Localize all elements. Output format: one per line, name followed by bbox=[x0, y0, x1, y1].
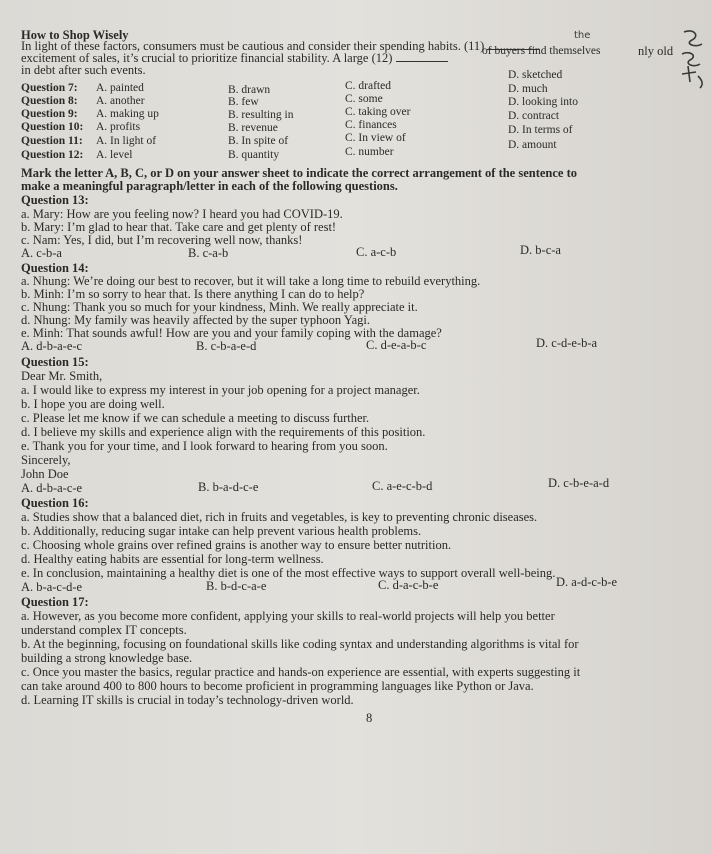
question-7-option-b[interactable]: B. drawn bbox=[228, 84, 271, 96]
question-16-line-b: b. Additionally, reducing sugar intake can help prevent various health problems. bbox=[21, 524, 422, 538]
question-11-option-d[interactable]: D. In terms of bbox=[508, 124, 573, 136]
question-15-line-b: b. I hope you are doing well. bbox=[21, 397, 165, 411]
passage-line-1-end: the bbox=[574, 30, 591, 41]
question-16-line-d: d. Healthy eating habits are essential for long-term wellness. bbox=[21, 552, 324, 566]
question-14-line-e: e. Minh: That sounds awful! How are you and your family coping with the damage? bbox=[21, 326, 442, 340]
question-14-option-d[interactable]: D. c-d-e-b-a bbox=[536, 336, 598, 350]
question-10-label: Question 10: bbox=[21, 121, 84, 133]
question-16-option-b[interactable]: B. b-d-c-a-e bbox=[206, 579, 267, 593]
question-10-option-d[interactable]: D. contract bbox=[508, 110, 560, 122]
question-14-line-a: a. Nhung: We’re doing our best to recover, but it will take a long time to rebuild everything. bbox=[21, 274, 481, 288]
question-13-option-a[interactable]: A. c-b-a bbox=[21, 246, 62, 260]
question-14-label: Question 14: bbox=[21, 261, 89, 275]
question-10-option-b[interactable]: B. revenue bbox=[228, 122, 278, 134]
question-15-option-a[interactable]: A. d-b-a-c-e bbox=[21, 481, 83, 495]
question-13-line-a: a. Mary: How are you feeling now? I heard you had COVID-19. bbox=[21, 207, 343, 221]
question-7-option-c[interactable]: C. drafted bbox=[345, 80, 391, 92]
question-9-option-a[interactable]: A. making up bbox=[96, 108, 159, 120]
question-15-closing: Sincerely, bbox=[21, 453, 71, 467]
question-15-line-d: d. I believe my skills and experience align with the requirements of this position. bbox=[21, 425, 426, 439]
passage-title: How to Shop Wisely bbox=[21, 28, 129, 42]
question-11-option-b[interactable]: B. In spite of bbox=[228, 135, 289, 147]
question-11-option-a[interactable]: A. In light of bbox=[96, 135, 157, 147]
question-13-line-c: c. Nam: Yes, I did, but I’m recovering well now, thanks! bbox=[21, 233, 303, 247]
passage-line-2-text: excitement of sales, it’s crucial to prioritize financial stability. A large (12) bbox=[21, 51, 393, 65]
question-10-option-c[interactable]: C. finances bbox=[345, 119, 397, 131]
question-15-label: Question 15: bbox=[21, 355, 89, 369]
blank-12[interactable] bbox=[396, 52, 448, 62]
question-15-option-c[interactable]: C. a-e-c-b-d bbox=[372, 479, 433, 493]
question-14-line-b: b. Minh: I’m so sorry to hear that. Is there anything I can do to help? bbox=[21, 287, 365, 301]
question-11-label: Question 11: bbox=[21, 135, 83, 147]
question-9-option-b[interactable]: B. resulting in bbox=[228, 109, 294, 121]
question-12-option-a[interactable]: A. level bbox=[96, 149, 133, 161]
question-15-signature: John Doe bbox=[21, 467, 69, 481]
question-13-label: Question 13: bbox=[21, 193, 89, 207]
passage-line-2-tail: nly old bbox=[638, 44, 674, 58]
question-8-label: Question 8: bbox=[21, 95, 78, 107]
question-14-option-a[interactable]: A. d-b-a-e-c bbox=[21, 339, 83, 353]
question-8-option-d[interactable]: D. much bbox=[508, 83, 548, 95]
question-14-line-d: d. Nhung: My family was heavily affected by the super typhoon Yagi. bbox=[21, 313, 371, 327]
question-15-line-a: a. I would like to express my interest in your job opening for a project manager. bbox=[21, 383, 420, 397]
question-14-option-c[interactable]: C. d-e-a-b-c bbox=[366, 338, 427, 352]
handwriting-scribble-icon bbox=[676, 26, 710, 94]
question-8-option-a[interactable]: A. another bbox=[96, 95, 145, 107]
question-15-line-c: c. Please let me know if we can schedule a meeting to discuss further. bbox=[21, 411, 370, 425]
question-8-option-b[interactable]: B. few bbox=[228, 96, 259, 108]
question-13-option-c[interactable]: C. a-c-b bbox=[356, 245, 397, 259]
passage-line-1-text: In light of these factors, consumers must be cautious and consider their spending habits. (11) bbox=[21, 39, 485, 53]
question-17-line-b-cont: building a strong knowledge base. bbox=[21, 651, 193, 665]
question-15-line-e: e. Thank you for your time, and I look forward to hearing from you soon. bbox=[21, 439, 388, 453]
question-17-line-b: b. At the beginning, focusing on foundational skills like coding syntax and understanding algorithms is vital for bbox=[21, 637, 579, 651]
question-14-option-b[interactable]: B. c-b-a-e-d bbox=[196, 339, 257, 353]
question-10-option-a[interactable]: A. profits bbox=[96, 121, 141, 133]
question-17-line-c-cont: can take around 400 to 800 hours to become proficient in programming languages like Python or Java. bbox=[21, 679, 534, 693]
question-16-line-e: e. In conclusion, maintaining a healthy diet is one of the most effective ways to support overall well-being. bbox=[21, 566, 556, 580]
question-12-option-d[interactable]: D. amount bbox=[508, 139, 557, 151]
question-15-option-d[interactable]: D. c-b-e-a-d bbox=[548, 476, 610, 490]
question-12-option-c[interactable]: C. number bbox=[345, 146, 394, 158]
instruction-line-2: make a meaningful paragraph/letter in each of the following questions. bbox=[21, 179, 398, 193]
question-13-option-d[interactable]: D. b-c-a bbox=[520, 243, 561, 257]
question-9-label: Question 9: bbox=[21, 108, 78, 120]
question-8-option-c[interactable]: C. some bbox=[345, 93, 383, 105]
question-12-option-b[interactable]: B. quantity bbox=[228, 149, 280, 161]
question-13-line-b: b. Mary: I’m glad to hear that. Take care and get plenty of rest! bbox=[21, 220, 337, 234]
instruction-line-1: Mark the letter A, B, C, or D on your answer sheet to indicate the correct arrangement of the sentence to bbox=[21, 166, 578, 180]
question-7-option-d[interactable]: D. sketched bbox=[508, 69, 563, 81]
question-12-label: Question 12: bbox=[21, 149, 84, 161]
passage-line-2-end: of buyers find themselves bbox=[482, 45, 601, 57]
passage-line-3: in debt after such events. bbox=[21, 63, 146, 77]
question-17-line-d: d. Learning IT skills is crucial in today’s technology-driven world. bbox=[21, 693, 354, 707]
question-16-option-a[interactable]: A. b-a-c-d-e bbox=[21, 580, 83, 594]
question-9-option-c[interactable]: C. taking over bbox=[345, 106, 411, 118]
question-17-label: Question 17: bbox=[21, 595, 89, 609]
question-17-line-a-cont: understand complex IT concepts. bbox=[21, 623, 187, 637]
question-11-option-c[interactable]: C. In view of bbox=[345, 132, 406, 144]
question-13-option-b[interactable]: B. c-a-b bbox=[188, 246, 229, 260]
question-17-line-c: c. Once you master the basics, regular practice and hands-on experience are essential, with experts suggesting it bbox=[21, 665, 581, 679]
question-14-line-c: c. Nhung: Thank you so much for your kindness, Minh. We really appreciate it. bbox=[21, 300, 418, 314]
question-17-line-a: a. However, as you become more confident, applying your skills to real-world projects will help you better bbox=[21, 609, 555, 623]
question-16-line-a: a. Studies show that a balanced diet, rich in fruits and vegetables, is key to preventing chronic diseases. bbox=[21, 510, 538, 524]
question-16-option-d[interactable]: D. a-d-c-b-e bbox=[556, 575, 618, 589]
question-15-greeting: Dear Mr. Smith, bbox=[21, 369, 103, 383]
question-7-label: Question 7: bbox=[21, 82, 78, 94]
question-9-option-d[interactable]: D. looking into bbox=[508, 96, 578, 108]
question-16-label: Question 16: bbox=[21, 496, 89, 510]
question-16-option-c[interactable]: C. d-a-c-b-e bbox=[378, 578, 439, 592]
question-16-line-c: c. Choosing whole grains over refined grains is another way to ensure better nutrition. bbox=[21, 538, 452, 552]
question-15-option-b[interactable]: B. b-a-d-c-e bbox=[198, 480, 259, 494]
question-7-option-a[interactable]: A. painted bbox=[96, 82, 144, 94]
page-number: 8 bbox=[366, 711, 373, 725]
